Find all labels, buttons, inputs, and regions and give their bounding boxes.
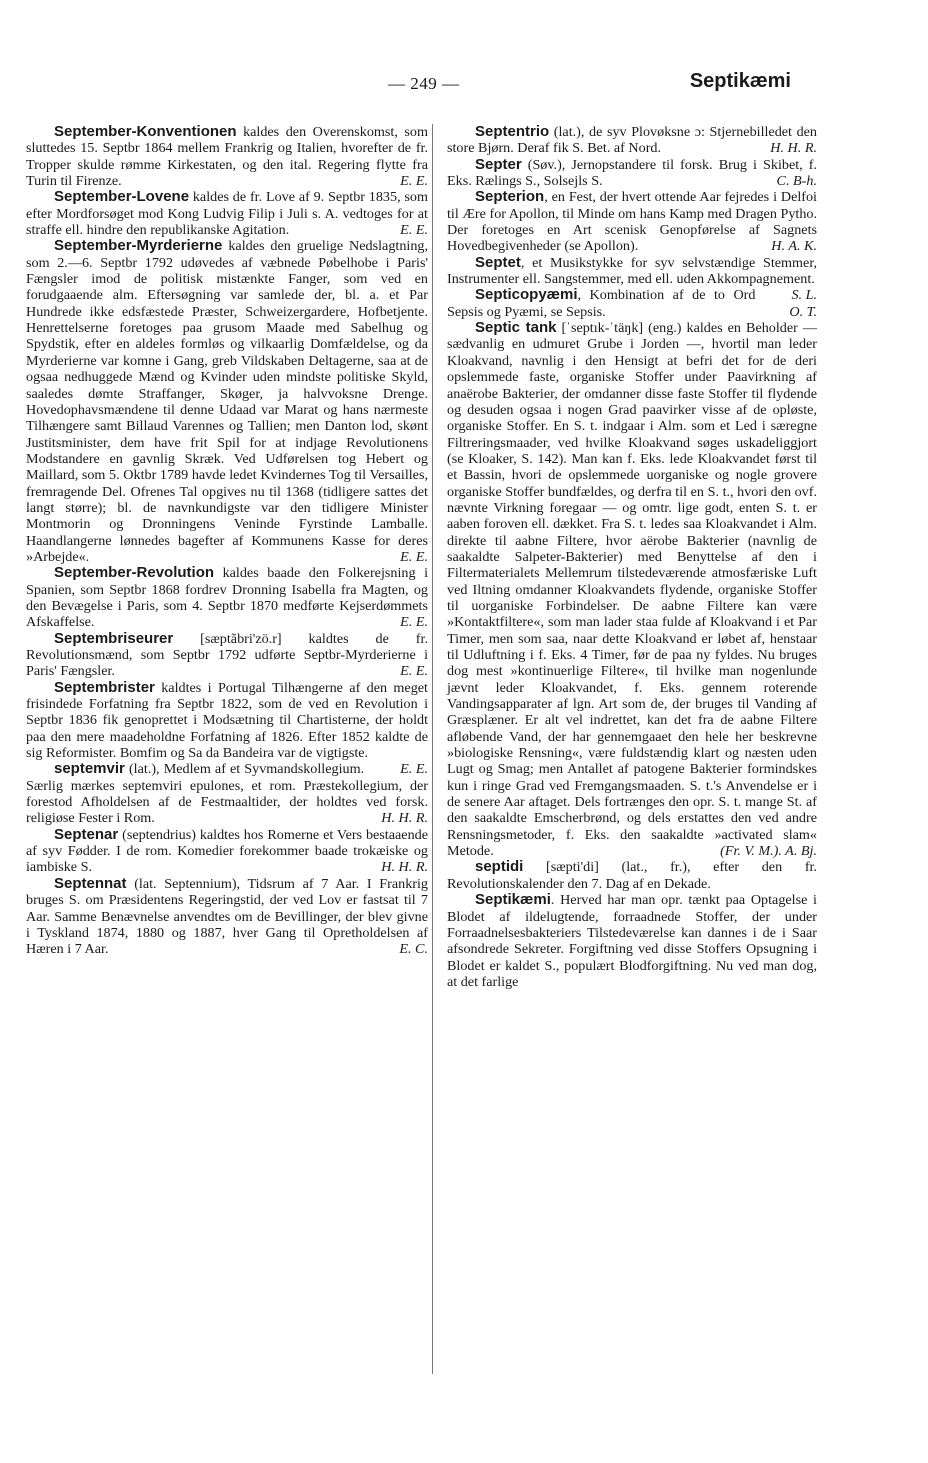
entry-signature: E. E. (400, 173, 428, 190)
dictionary-entry (447, 892, 817, 990)
entry-text: (lat. Septennium), Tidsrum af 7 Aar. I Frankrig bruges S. om Præsidentens Regeringstid, der ved Lov er fastsat til 7 Aar. Samme Benævnelse anvendtes om de Bevillinger, der blev givne i Tyskland 1874, 1880 og 1887, hver Gang til Opretholdelsen af Hæren i 7 Aar. (26, 875, 428, 958)
entry-text: kaldes de fr. Love af 9. Septbr 1835, som efter Mordforsøget mod Kong Ludvig Filip i Juli s. A. vedtoges for at straffe ell. hindre den republikanske Agitation. (26, 189, 428, 239)
entry-text: , et Musikstykke for syv selvstændige Stemmer, Instrumenter ell. Sangstemmer, med ell. uden Akkompagnement. (447, 254, 817, 288)
dictionary-entry (26, 565, 428, 630)
entry-text: kaldes baade den Folkerejsning i Spanien, som Septbr 1868 fordrev Dronning Isabella fra Magten, og den Bevægelse i Paris, som 4. Septbr 1870 medførte Kejserdømmets Afskaffelse. (26, 565, 428, 631)
entry-headword: Septikæmi (475, 891, 551, 909)
entry-headword: septemvir (54, 760, 125, 778)
entry-headword: Septet (475, 253, 521, 271)
entry-signature: E. E. (400, 222, 428, 239)
dictionary-entry (447, 157, 817, 190)
entry-signature: H. H. R. (770, 140, 817, 157)
entry-text: , en Fest, der hvert ottende Aar fejredes i Delfoi til Ære for Apollon, til Minde om hans Kamp med Dragen Pytho. Der foretoges en Art scenisk Genopførelse af Sagnets Hovedbegivenheder (se Apollon). (447, 189, 817, 255)
entry-text: kaldtes i Portugal Tilhængerne af den meget frisindede Forfatning fra Septbr 1822, som de ved en Revolution i Septbr 1836 fik genoprettet i Modsætning til Chartisterne, der holdt paa den mere maadeholdne Forfatning af 1826. Efter 1852 kaldte de sig Reformister. Bomfim og Sa da Bandeira var de vigtigste. (26, 679, 428, 762)
entry-text: (lat.), de syv Plovøksne ɔ: Stjernebilledet den store Bjørn. Deraf fik S. Bet. af Nord. (447, 124, 817, 157)
column-divider (432, 124, 433, 1374)
dictionary-entry (447, 124, 817, 157)
entry-signature: E. C. (399, 941, 428, 958)
entry-headword: September-Myrderierne (54, 237, 223, 255)
dictionary-entry (26, 876, 428, 958)
dictionary-entry (26, 189, 428, 238)
entry-text: [sæpti'di] (lat., fr.), efter den fr. Revolutionskalender den 7. Dag af en Dekade. (447, 859, 817, 892)
entry-headword: Septenar (54, 825, 119, 843)
entry-headword: September-Lovene (54, 188, 190, 206)
entry-headword: September-Konventionen (54, 123, 237, 140)
entry-signature: S. L. (791, 287, 817, 304)
entry-headword: Septic tank (475, 319, 557, 337)
dictionary-entry (26, 631, 428, 680)
page-number: — 249 — (388, 74, 460, 93)
entry-headword: Septer (475, 155, 522, 173)
entry-signature: (Fr. V. M.). A. Bj. (720, 843, 817, 860)
running-head: Septikæmi (689, 70, 791, 92)
entry-text: (Søv.), Jernopstandere til forsk. Brug i Skibet, f. Eks. Rælings S., Solsejls S. (447, 156, 817, 190)
entry-signature: H. H. R. (381, 810, 428, 827)
entry-text: kaldes den Overenskomst, som sluttedes 15. Septbr 1864 mellem Frankrig og Italien, hvorefter de fr. Tropper skulde rømme Kirkestaten, og den ital. Regering flytte fra Turin til Firenze. (26, 124, 428, 190)
dictionary-entry (26, 827, 428, 876)
entry-signature: C. B-h. (776, 173, 817, 190)
entry-headword: septidi (475, 858, 524, 876)
dictionary-entry (26, 238, 428, 565)
entry-text: [ˈseptık-ˈtäŋk] (eng.) kaldes en Beholder — sædvanlig en udmuret Grube i Jorden —, hvortil man leder Kloakvand, navnlig i den Hensigt at befri det for de deri opslemmede faste, organiske Stoffer under Paavirkning af anaërobe Bakterier, der omdanner disse faste Stoffer til flydende og desuden ogsaa i nogen Grad paavirker visse af de opløste, organiske Stoffer. En S. t. indgaar i Alm. som et Led i særegne Filtreringsmaader, ved hvilke Kloakvand søges uskadeliggjort (se Kloaker, S. 142). Man kan f. Eks. lede Kloakvandet først til et Bassin, hvori de opslemmede uorganiske og nogle grovere organiske Stoffer bundfældes, og derfra til en S. t., hvori den ovf. nævnte Virkning foregaar — og omtr. lige godt, enten S. t. er aaben foroven ell. dækket. Fra S. t. ledes saa Kloakvandet i Alm. direkte til aabne Filtere, hvor aërobe Bakterier (navnlig de saakaldte Salpeter-Bakterier) med Benyttelse af den i Filtermaterialets Mellemrum tilstedeværende atmosfæriske Luft ved Iltning omdanner Kloakvandets flydende, organiske Stoffer til uorganiske Forbindelser. De aabne Filtere kan være »Kontaktfiltere«, som man lader staa fulde af Kloakvand i et Par Timer, men som saa, naar dette Kloakvand er løbet af, henstaar til Udluftning i f. Eks. 4 Timer, før de paa ny fyldes. Nu bruges dog mest »kontinuerlige Filtere«, til hvilke man nogenlunde jævnt leder Kloakvandet, f. Eks. gennem roterende Vandingsapparater af lgn. Art som de, der bruges til Vanding af Græsplæner. Er alt vel indrettet, kan det fra de aabne Filtere afløbende Vand, der har gennemgaaet den hele her beskrevne »biologiske Rensning«, være fuldstændig klart og næsten uden Lugt og Smag; men Antallet af patogene Bakterier formindskes kun i ringe Grad ved Fremgangsmaaden. S. t.'s Anvendelse er i de senere Aar aftaget. Dels fortrænges den opr. S. t. mange St. af den saakaldte Emscherbrønd, og dels erstattes den ved andre Rensningsmetoder, f. Eks. den saakaldte »activated slam« Metode. (447, 320, 817, 860)
entry-headword: Septerion (475, 188, 545, 206)
dictionary-entry (447, 320, 817, 859)
entry-headword: Septennat (54, 874, 127, 892)
entry-headword: Septicopyæmi (475, 286, 578, 304)
entry-text: . Herved har man opr. tænkt paa Optagelse i Blodet af ildelugtende, forraadnede Stoffer, der under Forraadnelsesbakteriers Tilstedeværelse kan dannes i de i Saar afsondrede Sekreter. Forgiftning ved disse Stoffers Opsugning i Blodet er kaldet S., populært Blodforgiftning. Nu ved man dog, at det farlige (447, 892, 817, 990)
page-header (0, 70, 928, 100)
entry-headword: Septentrio (475, 123, 550, 140)
left-column (26, 124, 428, 958)
entry-signature: H. A. K. (771, 238, 817, 255)
dictionary-entry (447, 859, 817, 892)
entry-headword: Septembriseurer (54, 629, 174, 647)
entry-text: (septendrius) kaldtes hos Romerne et Vers bestaaende af syv Fødder. I de rom. Komedier forekommer baade trokæiske og iambiske S. (26, 826, 428, 876)
entry-signature: E. E. (400, 614, 428, 631)
right-column (447, 124, 817, 990)
entry-signature: E. E. (400, 761, 428, 778)
dictionary-entry (447, 189, 817, 254)
entry-text: [sæptãbri'zö.r] kaldtes de fr. Revolutionsmænd, som Septbr 1792 udførte Septbr-Myrderierne i Paris' Fængsler. (26, 630, 428, 680)
entry-signature: E. E. (400, 663, 428, 680)
dictionary-entry (26, 124, 428, 189)
entry-text: kaldes den gruelige Nedslagtning, som 2.—6. Septbr 1792 udøvedes af væbnede Pøbelhobe i Paris' Fængsler imod de politisk mistænkte Fanger, som ved en forudgaaende alm. Eftersøgning var samlede der, bl. a. et Par Hundrede ikke edsfæstede Præster, Schweizergardere, Hofbetjente. Henrettelserne foretoges paa grusom Maade med Sabelhug og Spydstik, efter en aldeles formløs og vilkaarlig Domfældelse, og da Myrderierne var komne i Gang, greb Vildskaben Deltagerne, saa at de ogsaa nedhuggede Mænd og Kvinder uden mindste politiske Skyld, saaledes dømte Straffanger, Skøger, ja halvvoksne Drenge. Hovedophavsmændene til denne Udaad var Marat og hans nærmeste Tilhængere samt Billaud Varennes og Tallien; men Danton lod, skønt Justitsminister, dem have frit Spil for at indjage Revolutionens Modstandere en gavnlig Skræk. Ved Udførelsen tog Hebert og Maillard, som 5. Oktbr 1789 havde ledet Kvindernes Tog til Versailles, fremragende Del. Ofrenes Tal opgives nu til 1368 (tidligere sattes det langt større); bl. de navnkundigste var den tidligere Minister Montmorin og Dronningens Veninde Fyrstinde Lamballe. Haandlangerne lønnedes bagefter af Kommunens Kasse for deres »Arbejde«. (26, 238, 428, 565)
entry-signature: E. E. (400, 548, 428, 565)
entry-signature: H. H. R. (381, 859, 428, 876)
entry-headword: September-Revolution (54, 564, 215, 582)
entry-text: , Kombination af de to Ord Sepsis og Pyæmi, se Sepsis. (447, 287, 756, 320)
entry-text: (lat.), Medlem af et Syvmandskollegium. Særlig mærkes septemviri epulones, et rom. Præstekollegium, der forestod Afholdelsen af de Festmaaltider, der holdtes ved forsk. religiøse Fester i Rom. (26, 761, 428, 827)
entry-signature: O. T. (789, 303, 817, 320)
entry-headword: Septembrister (54, 678, 155, 696)
